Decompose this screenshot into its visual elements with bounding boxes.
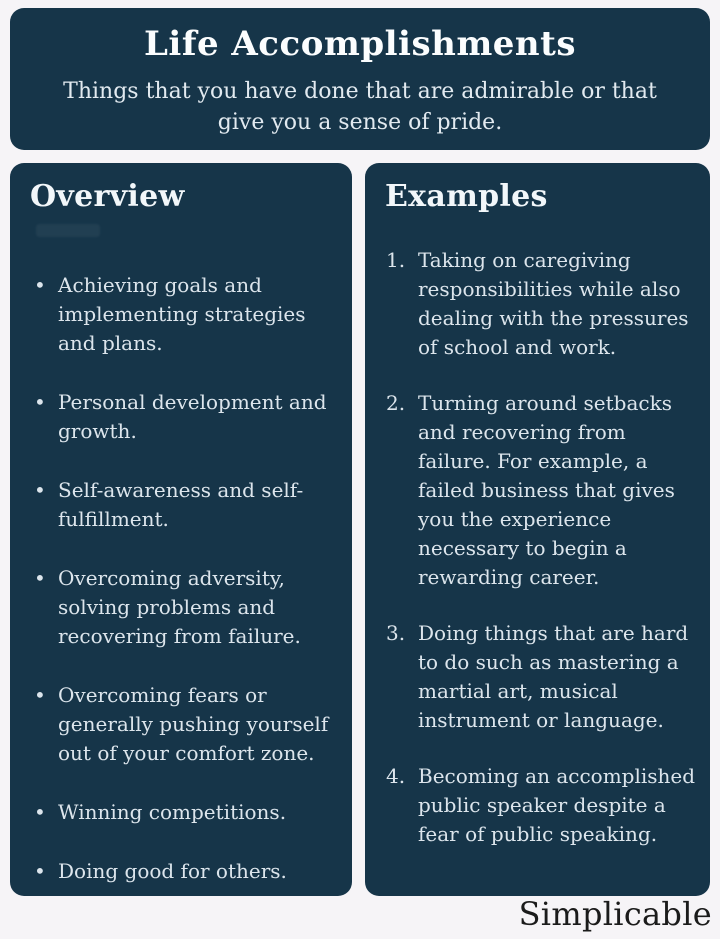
list-item: • Overcoming fears or generally pushing yourself out of your comfort zone. [30, 681, 336, 768]
overview-list [30, 271, 336, 886]
list-item: • Winning competitions. [30, 798, 336, 827]
list-item: • Overcoming adversity, solving problems and recovering from failure. [30, 564, 336, 651]
brand-logo-text: Simplicable [518, 895, 712, 933]
list-item: • Doing good for others. [30, 857, 336, 886]
page-subtitle: Things that you have done that are admirable or that give you a sense of pride. [63, 79, 657, 136]
watermark-smudge [36, 224, 100, 237]
header-card [10, 8, 710, 150]
list-item: • Self-awareness and self-fulfillment. [30, 476, 336, 534]
examples-card [365, 163, 710, 896]
list-item: Turning around setbacks and recovering from failure. For example, a failed business that gives you the experience necessary to begin a rewarding career. [418, 391, 675, 589]
overview-heading: Overview [30, 179, 185, 214]
list-item: • Achieving goals and implementing strategies and plans. [30, 271, 336, 358]
examples-heading: Examples [385, 179, 548, 214]
list-item: • Personal development and growth. [30, 388, 336, 446]
examples-list [385, 246, 696, 849]
overview-card [10, 163, 352, 896]
list-item: Becoming an accomplished public speaker despite a fear of public speaking. [418, 764, 696, 846]
list-item: Taking on caregiving responsibilities while also dealing with the pressures of school and work. [418, 248, 689, 359]
page-title: Life Accomplishments [144, 24, 576, 64]
list-item: Doing things that are hard to do such as mastering a martial art, musical instrument or language. [418, 621, 689, 732]
